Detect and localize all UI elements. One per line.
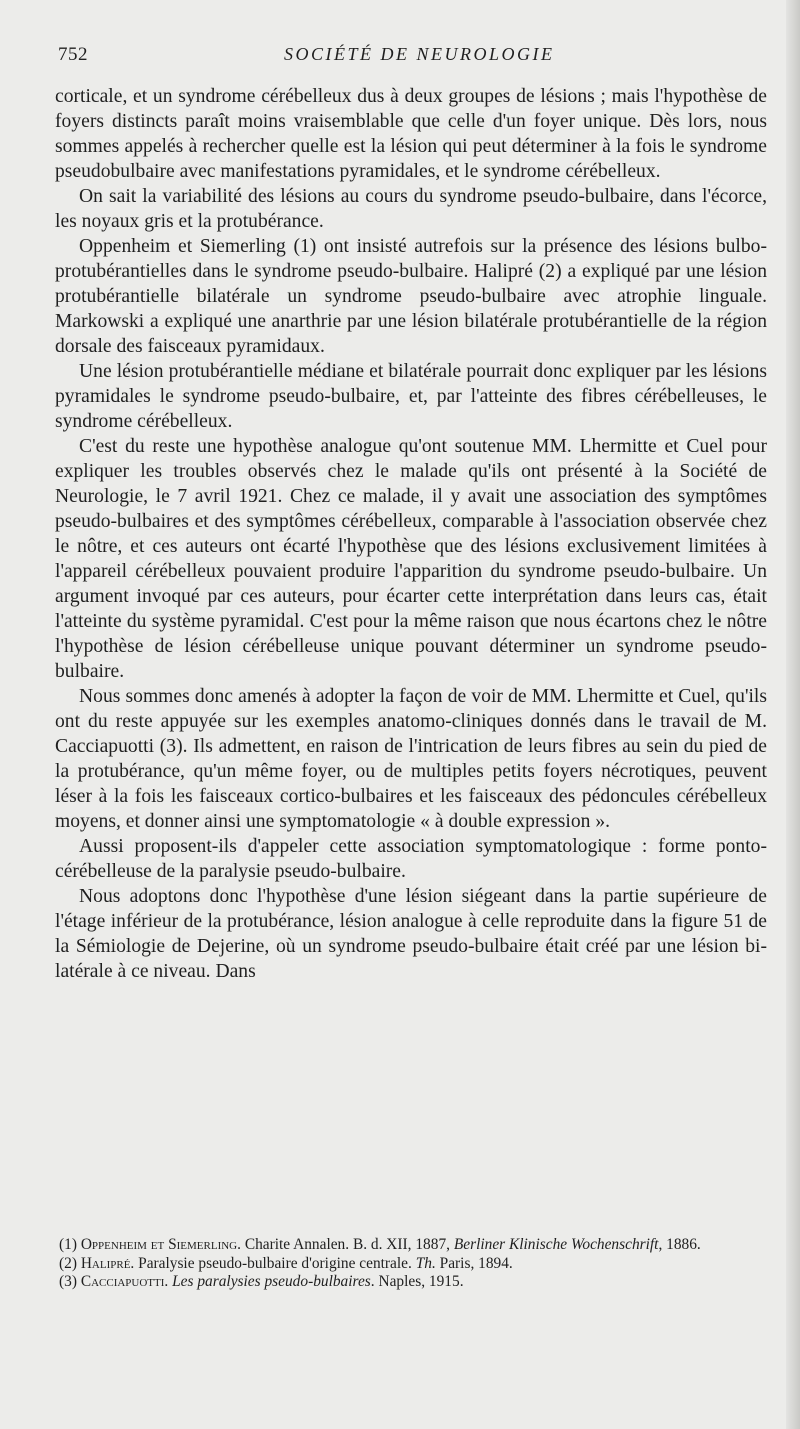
footnotes	[55, 1236, 767, 1292]
footnote-author: Halipré.	[80, 1254, 135, 1272]
paragraph-6: Nous sommes donc amenés à adopter la façon de voir de MM. Lhermitte et Cuel, qu'ils ont du reste appuyée sur les exemples anatomo-cliniques donnés dans le travail de M. Cacciapuotti (3). Ils admettent, en raison de l'intrication de leurs fibres au sein du pied de la protubérance, qu'un même foyer, ou de multiples petits foyers nécrotiques, peuvent léser à la fois les faisceaux cortico-bulbaires et les faisceaux des pédoncules cérébelleux moyens, et donner ainsi une symptomatologie « à double expression ».	[55, 686, 767, 832]
footnote-marker: (2)	[59, 1254, 77, 1272]
page-header	[58, 44, 760, 68]
footnote-text: Charite Annalen. B. d. XII, 1887,	[240, 1236, 454, 1253]
paragraph-8: Nous adoptons donc l'hypothèse d'une lésion siégeant dans la partie supérieure de l'étage inférieur de la protubérance, lésion analogue à celle reproduite dans la figure 51 de la Sémiologie de Dejerine, où un syndrome pseudo-bulbaire était créé par une lésion bi-latérale à ce niveau. Dans	[55, 886, 767, 982]
paragraph-1: corticale, et un syndrome cérébelleux dus à deux groupes de lésions ; mais l'hypothèse de foyers distincts paraît moins vraisemblable que celle d'un foyer unique. Dès lors, nous sommes appelés à rechercher quelle est la lésion qui peut déterminer à la fois le syndrome pseudobulbaire avec manifestations pyramidales, et le syndrome cérébelleux.	[55, 86, 767, 182]
body-text	[55, 84, 767, 984]
footnote-title: Les paralysies pseudo-bulbaires	[172, 1273, 371, 1290]
running-head: SOCIÉTÉ DE NEUROLOGIE	[284, 44, 555, 64]
footnote-title: Berliner Klinische Wochenschrift	[453, 1236, 659, 1253]
footnote-title: Th.	[415, 1254, 436, 1272]
footnote-tail: . Naples, 1915.	[370, 1273, 464, 1290]
footnote-tail: , 1886.	[658, 1236, 701, 1253]
paragraph-2: On sait la variabilité des lésions au cours du syndrome pseudo-bulbaire, dans l'écorce, les noyaux gris et la protubérance.	[55, 186, 767, 232]
footnote-author: Oppenheim et Siemerling.	[80, 1236, 241, 1253]
paragraph-7: Aussi proposent-ils d'appeler cette association symptomatologique : forme ponto-cérébelleuse de la paralysie pseudo-bulbaire.	[55, 836, 767, 882]
footnote-tail: Paris, 1894.	[435, 1254, 513, 1272]
paragraph-5: C'est du reste une hypothèse analogue qu'ont soutenue MM. Lhermitte et Cuel pour expliquer les troubles observés chez le malade qu'ils ont présenté à la Société de Neurologie, le 7 avril 1921. Chez ce malade, il y avait une association des symptômes pseudo-bulbaires et des symptômes cérébelleux, comparable à l'association observée chez le nôtre, et ces auteurs ont écarté l'hypothèse que des lésions exclusivement limitées à l'appareil cérébelleux pouvaient produire l'apparition du syndrome pseudo-bulbaire. Un argument invoqué par ces auteurs, pour écarter cette interprétation dans leurs cas, était l'atteinte du système pyramidal. C'est pour la même raison que nous écartons chez le nôtre l'hypothèse de lésion cérébelleuse unique pouvant déterminer un syndrome pseudo-bulbaire.	[55, 436, 767, 682]
paragraph-3: Oppenheim et Siemerling (1) ont insisté autrefois sur la présence des lésions bulbo-protubérantielles dans le syndrome pseudo-bulbaire. Halipré (2) a expliqué par une lésion protubérantielle bilatérale un syndrome pseudo-bulbaire avec atrophie linguale. Markowski a expliqué une anarthrie par une lésion bilatérale protubérantielle de la région dorsale des faisceaux pyramidaux.	[55, 236, 767, 357]
footnote-1	[55, 1236, 767, 1255]
footnote-3	[55, 1273, 767, 1292]
footnote-author: Cacciapuotti.	[80, 1273, 169, 1290]
page-edge-shadow	[786, 0, 800, 1429]
footnote-marker: (1)	[59, 1236, 77, 1253]
paragraph-4: Une lésion protubérantielle médiane et bilatérale pourrait donc expliquer par les lésions pyramidales le syndrome pseudo-bulbaire, et, par l'atteinte des fibres cérébelleuses, le syndrome cérébelleux.	[55, 361, 767, 432]
footnote-2	[55, 1255, 767, 1274]
footnote-marker: (3)	[59, 1273, 77, 1290]
footnote-text: Paralysie pseudo-bulbaire d'origine centrale.	[134, 1254, 416, 1272]
page-number: 752	[58, 44, 88, 65]
